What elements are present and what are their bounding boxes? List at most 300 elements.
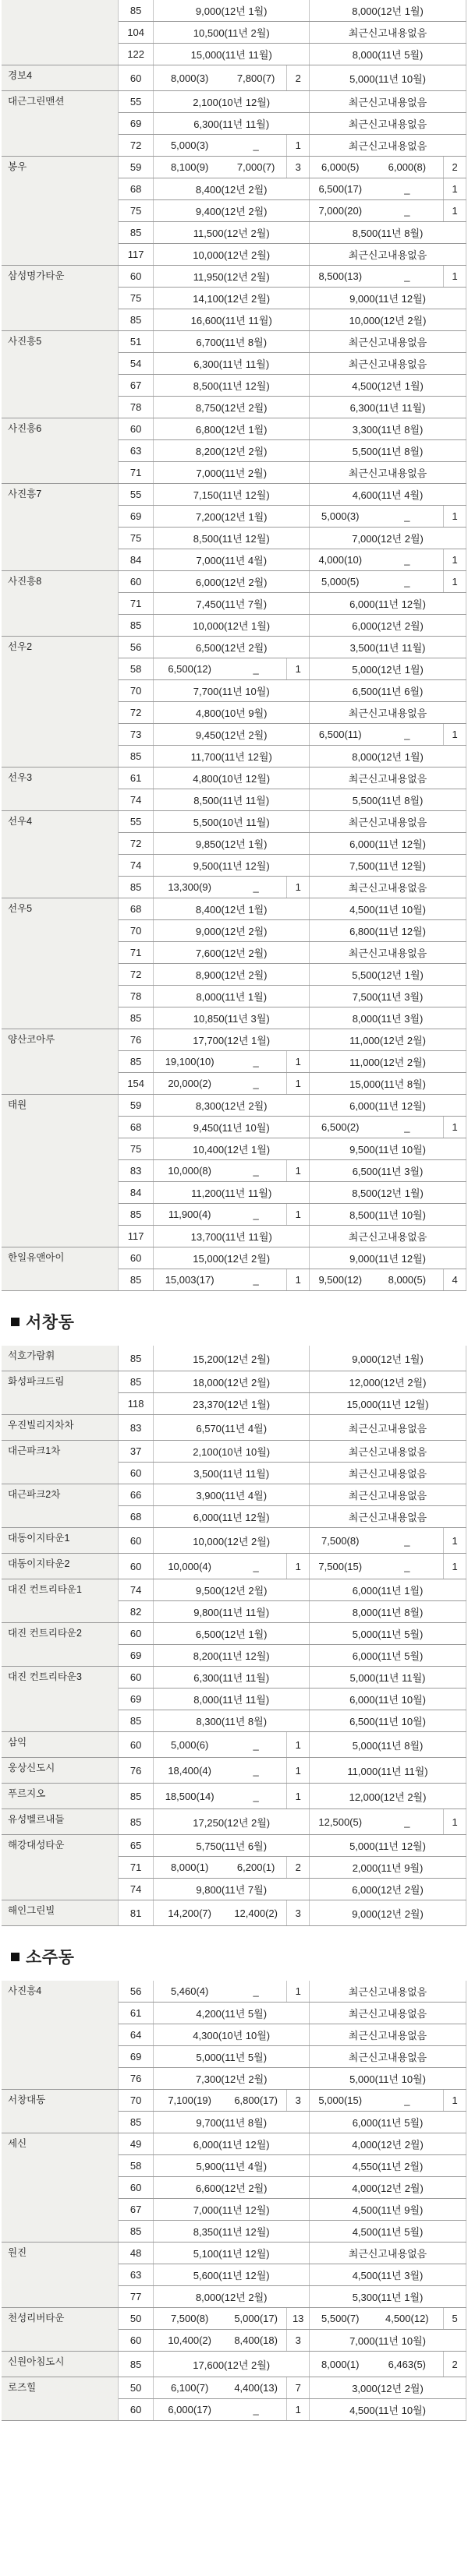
area-cell: 63 xyxy=(118,440,153,462)
table-row xyxy=(2,1579,466,1601)
complex-name: 신원아침도시 xyxy=(2,2352,118,2377)
prev-price-cell: 5,300(11년 1월) xyxy=(310,2286,466,2308)
cur-high-price: 20,000(2) xyxy=(154,1073,225,1095)
cur-price-cell: 8,900(12년 2월) xyxy=(154,964,310,986)
area-cell: 60 xyxy=(118,1554,153,1579)
cur-count: 1 xyxy=(287,1758,310,1784)
cur-price-cell: 10,500(11년 2월) xyxy=(154,22,310,44)
prev-price-cell: 4,000(12년 2월) xyxy=(310,2133,466,2155)
complex-name: 대동이지타운1 xyxy=(2,1528,118,1554)
area-cell: 85 xyxy=(118,877,153,898)
prev-price-cell: 5,000(11년 11월) xyxy=(310,1667,466,1689)
table-row xyxy=(2,1484,466,1506)
area-cell: 59 xyxy=(118,157,153,178)
prev-count: 1 xyxy=(444,549,466,571)
cur-count: 7 xyxy=(287,2377,310,2399)
area-cell: 154 xyxy=(118,1073,153,1095)
area-cell: 48 xyxy=(118,2243,153,2264)
prev-price-cell: 4,000(12년 2월) xyxy=(310,2177,466,2199)
prev-price-cell: 9,000(11년 12월) xyxy=(310,288,466,309)
complex-name: 대동이지타운2 xyxy=(2,1554,118,1579)
table-row xyxy=(2,2243,466,2264)
cur-low-price: 5,000(17) xyxy=(225,2308,287,2330)
complex-name xyxy=(2,0,118,65)
area-cell: 84 xyxy=(118,549,153,571)
prev-price-cell: 15,000(11년 8월) xyxy=(310,1073,466,1095)
cur-count: 1 xyxy=(287,1160,310,1182)
cur-price-cell: 2,100(10년 12월) xyxy=(154,91,310,113)
cur-high-price: 18,500(14) xyxy=(154,1784,225,1809)
table-row xyxy=(2,768,466,789)
table-row xyxy=(2,2090,466,2112)
cur-low-price: _ xyxy=(225,1981,287,2003)
cur-low-price: 6,800(17) xyxy=(225,2090,287,2112)
complex-name: 양산코아루 xyxy=(2,1029,118,1095)
cur-price-cell: 6,000(11년 12월) xyxy=(154,1506,310,1528)
table-row xyxy=(2,1667,466,1689)
area-cell: 55 xyxy=(118,91,153,113)
cur-price-cell: 6,000(12년 2월) xyxy=(154,571,310,593)
cur-high-price: 8,000(1) xyxy=(154,1857,225,1879)
cur-price-cell: 7,700(11년 10월) xyxy=(154,680,310,702)
prev-price-cell: 최근신고내용없음 xyxy=(310,331,466,353)
cur-price-cell: 7,000(11년 4월) xyxy=(154,549,310,571)
area-cell: 72 xyxy=(118,964,153,986)
table-row xyxy=(2,1784,466,1809)
prev-price-cell: 최근신고내용없음 xyxy=(310,1506,466,1528)
complex-name: 사진흥4 xyxy=(2,1981,118,2090)
prev-count: 1 xyxy=(444,1554,466,1579)
cur-low-price: _ xyxy=(225,1758,287,1784)
prev-low-price: 6,000(8) xyxy=(370,157,443,178)
prev-price-cell: 8,000(11년 5월) xyxy=(310,44,466,65)
cur-high-price: 10,400(2) xyxy=(154,2330,225,2352)
complex-name: 웅상신도시 xyxy=(2,1758,118,1784)
cur-low-price: _ xyxy=(225,2399,287,2421)
prev-low-price: _ xyxy=(370,1809,443,1835)
cur-price-cell: 7,150(11년 12월) xyxy=(154,484,310,506)
complex-name: 서창대동 xyxy=(2,2090,118,2133)
area-cell: 50 xyxy=(118,2308,153,2330)
prev-price-cell: 최근신고내용없음 xyxy=(310,135,466,157)
prev-price-cell: 6,800(11년 12월) xyxy=(310,920,466,942)
complex-name: 삼익 xyxy=(2,1732,118,1758)
complex-name: 우진빌리지차차 xyxy=(2,1415,118,1441)
prev-low-price: _ xyxy=(370,1528,443,1554)
area-cell: 61 xyxy=(118,2003,153,2024)
table-row xyxy=(2,1900,466,1926)
table-row xyxy=(2,2352,466,2377)
prev-price-cell: 6,000(11년 5월) xyxy=(310,1645,466,1667)
prev-price-cell: 2,000(11년 9월) xyxy=(310,1857,466,1879)
area-cell: 85 xyxy=(118,222,153,244)
area-cell: 56 xyxy=(118,1981,153,2003)
prev-count: 1 xyxy=(444,724,466,746)
cur-low-price: _ xyxy=(225,1204,287,1226)
cur-price-cell: 9,450(12년 2월) xyxy=(154,724,310,746)
cur-price-cell: 6,700(11년 8월) xyxy=(154,331,310,353)
prev-price-cell: 4,500(11년 10월) xyxy=(310,2399,466,2421)
area-cell: 74 xyxy=(118,1579,153,1601)
prev-price-cell: 최근신고내용없음 xyxy=(310,942,466,964)
prev-price-cell: 6,500(11년 3월) xyxy=(310,1160,466,1182)
area-cell: 122 xyxy=(118,44,153,65)
area-cell: 71 xyxy=(118,1857,153,1879)
complex-name: 삼성명가타운 xyxy=(2,266,118,331)
cur-price-cell: 10,000(12년 2월) xyxy=(154,244,310,266)
area-cell: 85 xyxy=(118,1007,153,1029)
table-row xyxy=(2,1554,466,1579)
prev-price-cell: 5,000(11년 10월) xyxy=(310,65,466,91)
prev-price-cell: 4,500(12년 1월) xyxy=(310,375,466,397)
area-cell: 60 xyxy=(118,1623,153,1645)
cur-low-price: 7,800(7) xyxy=(225,65,287,91)
complex-name: 선우5 xyxy=(2,898,118,1029)
cur-price-cell: 9,500(11년 12월) xyxy=(154,855,310,877)
cur-price-cell: 5,100(11년 12월) xyxy=(154,2243,310,2264)
cur-count: 13 xyxy=(287,2308,310,2330)
prev-high-price: 5,000(5) xyxy=(310,571,371,593)
prev-price-cell: 5,000(11년 8월) xyxy=(310,1732,466,1758)
area-cell: 70 xyxy=(118,920,153,942)
cur-low-price: _ xyxy=(225,877,287,898)
cur-high-price: 15,003(17) xyxy=(154,1269,225,1291)
cur-price-cell: 4,800(10년 12월) xyxy=(154,768,310,789)
cur-price-cell: 6,300(11년 11월) xyxy=(154,1667,310,1689)
table-row xyxy=(2,1247,466,1269)
area-cell: 60 xyxy=(118,1667,153,1689)
district-section xyxy=(0,1926,468,2421)
area-cell: 68 xyxy=(118,1117,153,1138)
area-cell: 60 xyxy=(118,2330,153,2352)
cur-price-cell: 5,000(11년 5월) xyxy=(154,2046,310,2068)
cur-price-cell: 17,700(12년 1월) xyxy=(154,1029,310,1051)
cur-low-price: _ xyxy=(225,1051,287,1073)
area-cell: 78 xyxy=(118,986,153,1007)
complex-name: 선우3 xyxy=(2,768,118,811)
table-row xyxy=(2,1528,466,1554)
area-cell: 85 xyxy=(118,0,153,22)
prev-price-cell: 6,000(11년 12월) xyxy=(310,593,466,615)
prev-low-price: _ xyxy=(370,506,443,528)
area-cell: 70 xyxy=(118,680,153,702)
prev-count: 4 xyxy=(444,1269,466,1291)
complex-name: 사진흥6 xyxy=(2,418,118,484)
prev-price-cell: 4,550(11년 2월) xyxy=(310,2155,466,2177)
cur-price-cell: 9,800(11년 7월) xyxy=(154,1879,310,1900)
area-cell: 75 xyxy=(118,528,153,549)
prev-price-cell: 11,000(12년 2월) xyxy=(310,1051,466,1073)
cur-price-cell: 8,200(11년 12월) xyxy=(154,1645,310,1667)
prev-price-cell: 6,000(11년 10월) xyxy=(310,1689,466,1710)
area-cell: 72 xyxy=(118,833,153,855)
prev-count: 2 xyxy=(444,157,466,178)
prev-price-cell: 최근신고내용없음 xyxy=(310,2024,466,2046)
cur-price-cell: 14,100(12년 2월) xyxy=(154,288,310,309)
prev-price-cell: 6,000(11년 5월) xyxy=(310,2112,466,2133)
prev-count: 1 xyxy=(444,1809,466,1835)
complex-name: 석호가람휘 xyxy=(2,1346,118,1371)
area-cell: 64 xyxy=(118,2024,153,2046)
area-cell: 56 xyxy=(118,637,153,658)
cur-price-cell: 8,200(12년 2월) xyxy=(154,440,310,462)
cur-price-cell: 3,900(11년 4월) xyxy=(154,1484,310,1506)
cur-price-cell: 6,300(11년 11월) xyxy=(154,113,310,135)
area-cell: 68 xyxy=(118,898,153,920)
cur-count: 1 xyxy=(287,877,310,898)
cur-low-price: 12,400(2) xyxy=(225,1900,287,1926)
district-title: 서창동 xyxy=(11,1310,74,1333)
cur-price-cell: 9,800(11년 11월) xyxy=(154,1601,310,1623)
prev-count: 1 xyxy=(444,1528,466,1554)
prev-price-cell: 6,000(11년 12월) xyxy=(310,833,466,855)
prev-count: 5 xyxy=(444,2308,466,2330)
cur-price-cell: 6,500(12년 1월) xyxy=(154,1623,310,1645)
prev-price-cell: 6,000(12년 2월) xyxy=(310,615,466,637)
area-cell: 69 xyxy=(118,1689,153,1710)
complex-name: 대근그린맨션 xyxy=(2,91,118,157)
cur-price-cell: 8,400(12년 2월) xyxy=(154,178,310,200)
cur-price-cell: 7,600(12년 2월) xyxy=(154,942,310,964)
prev-high-price: 6,500(11) xyxy=(310,724,371,746)
table-row xyxy=(2,1623,466,1645)
area-cell: 85 xyxy=(118,1371,153,1393)
cur-low-price: _ xyxy=(225,1073,287,1095)
prev-price-cell: 5,500(12년 1월) xyxy=(310,964,466,986)
cur-count: 1 xyxy=(287,1732,310,1758)
prev-high-price: 6,500(2) xyxy=(310,1117,371,1138)
prev-price-cell: 최근신고내용없음 xyxy=(310,353,466,375)
prev-count: 1 xyxy=(444,506,466,528)
cur-price-cell: 8,300(11년 8월) xyxy=(154,1710,310,1732)
cur-price-cell: 8,300(12년 2월) xyxy=(154,1095,310,1117)
prev-price-cell: 최근신고내용없음 xyxy=(310,113,466,135)
cur-high-price: 8,000(3) xyxy=(154,65,225,91)
cur-price-cell: 8,500(11년 12월) xyxy=(154,528,310,549)
prev-high-price: 7,000(20) xyxy=(310,200,371,222)
area-cell: 69 xyxy=(118,113,153,135)
cur-high-price: 10,000(8) xyxy=(154,1160,225,1182)
prev-price-cell: 8,000(11년 3월) xyxy=(310,1007,466,1029)
area-cell: 84 xyxy=(118,1182,153,1204)
prev-low-price: _ xyxy=(370,266,443,288)
prev-count: 1 xyxy=(444,1117,466,1138)
complex-name: 대근파크2차 xyxy=(2,1484,118,1528)
prev-price-cell: 3,500(11년 11월) xyxy=(310,637,466,658)
cur-price-cell: 13,700(11년 11월) xyxy=(154,1226,310,1247)
area-cell: 85 xyxy=(118,2352,153,2377)
cur-low-price: 4,400(13) xyxy=(225,2377,287,2399)
area-cell: 73 xyxy=(118,724,153,746)
table-row xyxy=(2,157,466,178)
complex-name: 로즈힐 xyxy=(2,2377,118,2421)
complex-name: 해강대성타운 xyxy=(2,1835,118,1900)
area-cell: 55 xyxy=(118,484,153,506)
prev-price-cell: 최근신고내용없음 xyxy=(310,702,466,724)
prev-count: 1 xyxy=(444,2090,466,2112)
complex-name: 화성파크드림 xyxy=(2,1371,118,1415)
complex-name: 원진 xyxy=(2,2243,118,2308)
table-row xyxy=(2,1095,466,1117)
area-cell: 85 xyxy=(118,746,153,768)
area-cell: 59 xyxy=(118,1095,153,1117)
table-row xyxy=(2,2308,466,2330)
table-row xyxy=(2,2133,466,2155)
prev-low-price: _ xyxy=(370,549,443,571)
cur-high-price: 5,000(3) xyxy=(154,135,225,157)
cur-count: 1 xyxy=(287,2399,310,2421)
prev-price-cell: 최근신고내용없음 xyxy=(310,1415,466,1441)
complex-name: 대진 컨트리타운3 xyxy=(2,1667,118,1732)
area-cell: 85 xyxy=(118,309,153,331)
prev-price-cell: 4,500(11년 10월) xyxy=(310,898,466,920)
cur-price-cell: 6,000(11년 12월) xyxy=(154,2133,310,2155)
area-cell: 76 xyxy=(118,1758,153,1784)
cur-count: 2 xyxy=(287,65,310,91)
cur-price-cell: 18,000(12년 2월) xyxy=(154,1371,310,1393)
prev-price-cell: 5,000(11년 5월) xyxy=(310,1623,466,1645)
price-table xyxy=(2,0,466,1291)
cur-price-cell: 8,400(12년 1월) xyxy=(154,898,310,920)
cur-price-cell: 6,300(11년 11월) xyxy=(154,353,310,375)
cur-low-price: _ xyxy=(225,1554,287,1579)
table-row xyxy=(2,2377,466,2399)
cur-count: 1 xyxy=(287,1073,310,1095)
area-cell: 85 xyxy=(118,1346,153,1371)
prev-price-cell: 9,000(11년 12월) xyxy=(310,1247,466,1269)
prev-low-price: _ xyxy=(370,1554,443,1579)
cur-low-price: _ xyxy=(225,135,287,157)
prev-price-cell: 9,000(12년 1월) xyxy=(310,1346,466,1371)
prev-low-price: _ xyxy=(370,1117,443,1138)
complex-name: 세신 xyxy=(2,2133,118,2243)
prev-price-cell: 4,500(11년 5월) xyxy=(310,2221,466,2243)
area-cell: 51 xyxy=(118,331,153,353)
prev-price-cell: 최근신고내용없음 xyxy=(310,1441,466,1463)
complex-name: 유성벨르내들 xyxy=(2,1809,118,1835)
area-cell: 118 xyxy=(118,1393,153,1415)
prev-low-price: _ xyxy=(370,200,443,222)
prev-price-cell: 8,000(12년 1월) xyxy=(310,746,466,768)
prev-price-cell: 6,300(11년 11월) xyxy=(310,397,466,418)
table-row xyxy=(2,266,466,288)
prev-price-cell: 8,500(11년 8월) xyxy=(310,222,466,244)
area-cell: 85 xyxy=(118,1784,153,1809)
cur-high-price: 7,500(8) xyxy=(154,2308,225,2330)
area-cell: 49 xyxy=(118,2133,153,2155)
area-cell: 60 xyxy=(118,2177,153,2199)
prev-high-price: 12,500(5) xyxy=(310,1809,371,1835)
district-section xyxy=(0,1291,468,1926)
prev-low-price: _ xyxy=(370,724,443,746)
area-cell: 71 xyxy=(118,462,153,484)
prev-low-price: _ xyxy=(370,178,443,200)
prev-count: 1 xyxy=(444,200,466,222)
prev-price-cell: 5,000(11년 12월) xyxy=(310,1835,466,1857)
area-cell: 58 xyxy=(118,658,153,680)
area-cell: 85 xyxy=(118,1269,153,1291)
prev-price-cell: 15,000(11년 12월) xyxy=(310,1393,466,1415)
table-row xyxy=(2,1809,466,1835)
prev-price-cell: 5,000(12년 1월) xyxy=(310,658,466,680)
prev-price-cell: 7,500(11년 3월) xyxy=(310,986,466,1007)
complex-name: 푸르지오 xyxy=(2,1784,118,1809)
area-cell: 68 xyxy=(118,178,153,200)
cur-price-cell: 4,800(10년 9월) xyxy=(154,702,310,724)
cur-price-cell: 15,000(11년 11월) xyxy=(154,44,310,65)
cur-high-price: 5,460(4) xyxy=(154,1981,225,2003)
area-cell: 85 xyxy=(118,1710,153,1732)
complex-name: 선우4 xyxy=(2,811,118,898)
area-cell: 72 xyxy=(118,702,153,724)
area-cell: 65 xyxy=(118,1835,153,1857)
area-cell: 60 xyxy=(118,1732,153,1758)
cur-high-price: 7,100(19) xyxy=(154,2090,225,2112)
prev-low-price: 4,500(12) xyxy=(370,2308,443,2330)
complex-name: 대진 컨트리타운1 xyxy=(2,1579,118,1623)
cur-price-cell: 7,300(12년 2월) xyxy=(154,2068,310,2090)
cur-price-cell: 9,500(12년 2월) xyxy=(154,1579,310,1601)
area-cell: 117 xyxy=(118,1226,153,1247)
table-row xyxy=(2,1371,466,1393)
area-cell: 85 xyxy=(118,2112,153,2133)
prev-price-cell: 6,000(12년 2월) xyxy=(310,1879,466,1900)
area-cell: 74 xyxy=(118,855,153,877)
cur-price-cell: 10,850(11년 3월) xyxy=(154,1007,310,1029)
table-row xyxy=(2,484,466,506)
cur-count: 3 xyxy=(287,2330,310,2352)
prev-price-cell: 최근신고내용없음 xyxy=(310,1484,466,1506)
table-row xyxy=(2,331,466,353)
cur-price-cell: 10,000(12년 1월) xyxy=(154,615,310,637)
prev-low-price: _ xyxy=(370,571,443,593)
cur-low-price: _ xyxy=(225,1732,287,1758)
prev-price-cell: 6,000(11년 12월) xyxy=(310,1095,466,1117)
cur-price-cell: 15,200(12년 2월) xyxy=(154,1346,310,1371)
prev-price-cell: 최근신고내용없음 xyxy=(310,1463,466,1484)
cur-price-cell: 15,000(12년 2월) xyxy=(154,1247,310,1269)
cur-price-cell: 8,000(12년 2월) xyxy=(154,2286,310,2308)
prev-price-cell: 최근신고내용없음 xyxy=(310,2243,466,2264)
prev-price-cell: 5,500(11년 8월) xyxy=(310,789,466,811)
area-cell: 75 xyxy=(118,1138,153,1160)
cur-price-cell: 16,600(11년 11월) xyxy=(154,309,310,331)
table-row xyxy=(2,1981,466,2003)
prev-price-cell: 12,000(12년 2월) xyxy=(310,1371,466,1393)
prev-high-price: 6,000(5) xyxy=(310,157,371,178)
area-cell: 77 xyxy=(118,2286,153,2308)
prev-price-cell: 최근신고내용없음 xyxy=(310,2046,466,2068)
prev-high-price: 8,500(13) xyxy=(310,266,371,288)
cur-price-cell: 9,700(11년 8월) xyxy=(154,2112,310,2133)
table-row xyxy=(2,1346,466,1371)
prev-price-cell: 6,500(11년 6월) xyxy=(310,680,466,702)
cur-count: 1 xyxy=(287,1269,310,1291)
area-cell: 67 xyxy=(118,2199,153,2221)
cur-price-cell: 10,400(12년 1월) xyxy=(154,1138,310,1160)
cur-count: 3 xyxy=(287,2090,310,2112)
table-row xyxy=(2,1732,466,1758)
cur-price-cell: 6,600(12년 2월) xyxy=(154,2177,310,2199)
area-cell: 83 xyxy=(118,1415,153,1441)
area-cell: 37 xyxy=(118,1441,153,1463)
complex-name: 사진흥8 xyxy=(2,571,118,637)
area-cell: 85 xyxy=(118,1204,153,1226)
cur-price-cell: 6,500(12년 2월) xyxy=(154,637,310,658)
prev-price-cell: 6,500(11년 10월) xyxy=(310,1710,466,1732)
area-cell: 55 xyxy=(118,811,153,833)
area-cell: 70 xyxy=(118,2090,153,2112)
